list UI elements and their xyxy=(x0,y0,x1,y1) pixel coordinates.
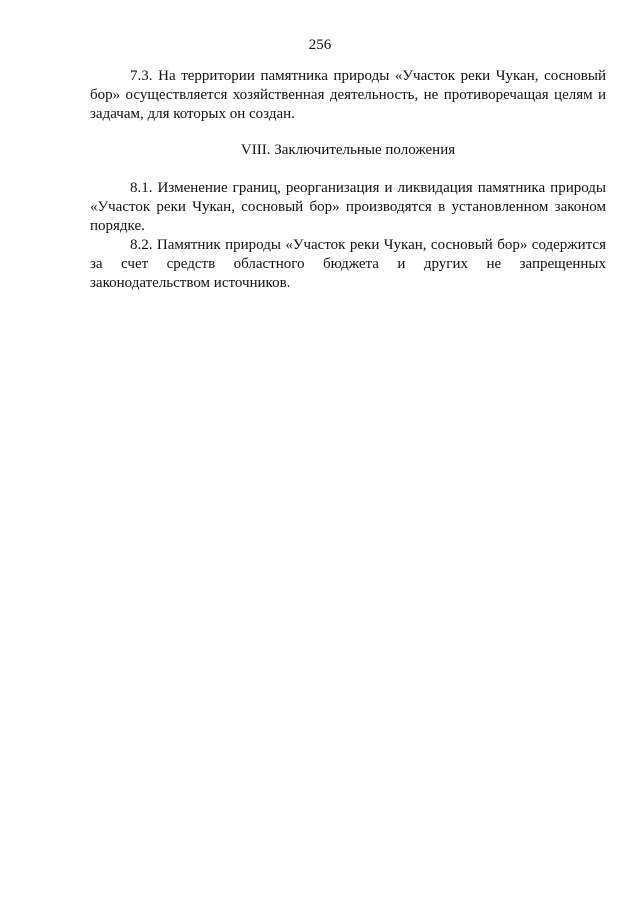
section-heading-viii: VIII. Заключительные положения xyxy=(240,142,456,158)
document-body xyxy=(90,67,606,293)
paragraph-8-1: 8.1. Изменение границ, реорганизация и ликвидация памятника природы «Участок реки Чукан, сосновый бор» производятся в установленном законом порядке. xyxy=(90,180,606,234)
paragraph-8-2: 8.2. Памятник природы «Участок реки Чукан, сосновый бор» содержится за счет средств областного бюджета и других не запрещенных законодательством источников. xyxy=(90,237,606,291)
page-number: 256 xyxy=(308,37,332,53)
paragraph-7-3: 7.3. На территории памятника природы «Участок реки Чукан, сосновый бор» осуществляется хозяйственная деятельность, не противоречащая целям и задачам, для которых он создан. xyxy=(90,68,606,122)
